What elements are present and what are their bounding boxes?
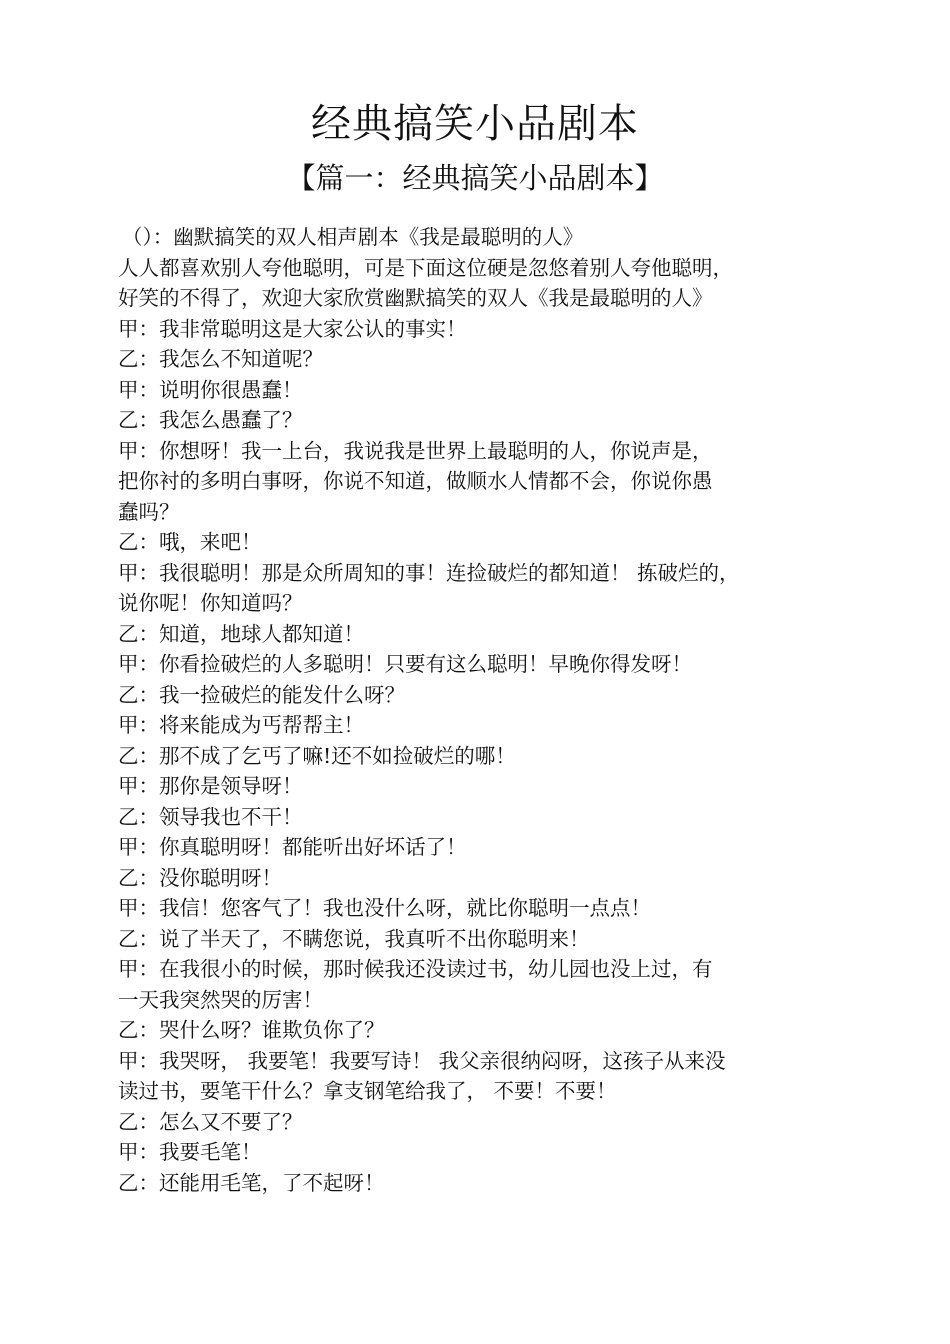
- text-line: 乙：哦，来吧！: [118, 530, 262, 554]
- text-line: 乙：我怎么愚蠢了？: [118, 408, 303, 432]
- text-line: 把你衬的多明白事呀，你说不知道，做顺水人情都不会，你说你愚: [118, 469, 713, 493]
- text-line: 甲：将来能成为丐帮帮主！: [118, 713, 364, 737]
- text-line: 人人都喜欢别人夸他聪明，可是下面这位硬是忽悠着别人夸他聪明，: [118, 255, 733, 280]
- page-title: 经典搞笑小品剧本: [311, 101, 639, 147]
- text-line: 乙：那不成了乞丐了嘛!还不如捡破烂的哪！: [118, 743, 516, 768]
- script-body: [118, 222, 863, 1198]
- text-line: 甲：我信！您客气了！我也没什么呀，就比你聪明一点点！: [118, 896, 651, 920]
- text-line: 乙：哭什么呀？谁欺负你了？: [118, 1018, 385, 1042]
- text-line: 甲：我很聪明！那是众所周知的事！连捡破烂的都知道！ 拣破烂的，: [118, 560, 740, 585]
- text-line: 甲：我哭呀， 我要笔！我要写诗！ 我父亲很纳闷呀，这孩子从来没: [118, 1048, 726, 1073]
- text-line: 甲：在我很小的时候，那时候我还没读过书，幼儿园也没上过，有: [118, 957, 713, 981]
- text-line: 好笑的不得了，欢迎大家欣赏幽默搞笑的双人《我是最聪明的人》: [118, 286, 713, 310]
- text-line: 乙：说了半天了，不瞒您说，我真听不出你聪明来！: [118, 926, 590, 951]
- text-line: 乙：没你聪明呀！: [118, 865, 282, 890]
- text-line: 读过书，要笔干什么？拿支钢笔给我了， 不要！不要！: [118, 1079, 617, 1103]
- text-line: 乙：还能用毛笔，了不起呀！: [118, 1170, 385, 1195]
- text-line: 甲：你看捡破烂的人多聪明！只要有这么聪明！早晚你得发呀！: [118, 652, 692, 676]
- section-heading: 【篇一：经典搞笑小品剧本】: [286, 161, 664, 195]
- text-line: 甲：我非常聪明这是大家公认的事实！: [118, 316, 467, 341]
- text-line: 乙：领导我也不干！: [118, 804, 303, 829]
- text-line: 甲：你想呀！我一上台，我说我是世界上最聪明的人，你说声是，: [118, 438, 713, 463]
- text-line: 乙：怎么又不要了？: [118, 1109, 303, 1134]
- text-line: 乙：我一捡破烂的能发什么呀？: [118, 682, 405, 707]
- text-line: 甲：那你是领导呀！: [118, 774, 303, 798]
- text-line: （）：幽默搞笑的双人相声剧本《我是最聪明的人》: [122, 225, 584, 249]
- text-line: 蠢吗？: [118, 499, 180, 524]
- text-line: 甲：你真聪明呀！都能听出好坏话了！: [118, 835, 467, 859]
- text-line: 乙：我怎么不知道呢？: [118, 347, 323, 371]
- text-line: 说你呢！你知道吗？: [118, 591, 303, 615]
- text-line: 甲：我要毛笔！: [118, 1140, 262, 1164]
- text-line: 甲：说明你很愚蠢！: [118, 377, 303, 402]
- text-line: 乙：知道，地球人都知道！: [118, 621, 364, 646]
- text-line: 一天我突然哭的厉害！: [118, 987, 323, 1012]
